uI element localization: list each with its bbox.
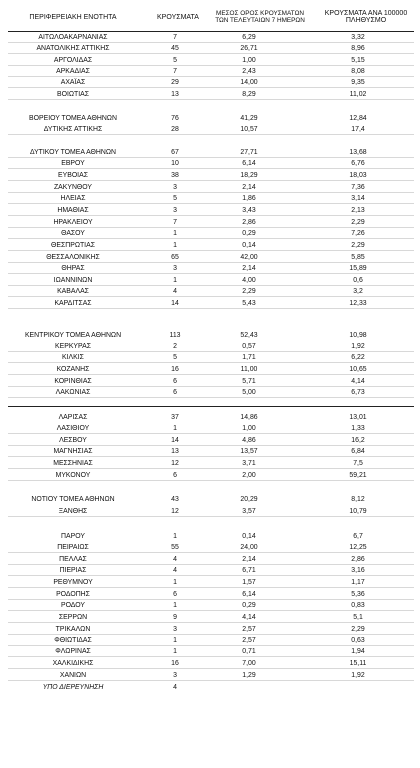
per-100k-cell: 3,14	[351, 195, 365, 202]
cases-cell: 7	[173, 68, 177, 75]
row-underline	[8, 622, 414, 623]
average-cell: 27,71	[240, 149, 258, 156]
per-100k-cell: 10,65	[349, 366, 367, 373]
cases-cell: 4	[173, 567, 177, 574]
cases-cell: 3	[173, 207, 177, 214]
cases-cell: 5	[173, 354, 177, 361]
average-cell: 8,29	[242, 91, 256, 98]
cases-cell: 1	[173, 602, 177, 609]
average-cell: 0,29	[242, 230, 256, 237]
region-name-cell: ΘΑΣΟΥ	[61, 230, 85, 237]
region-name-cell: ΑΝΑΤΟΛΙΚΗΣ ΑΤΤΙΚΗΣ	[36, 45, 110, 52]
per-100k-cell: 6,22	[351, 354, 365, 361]
region-name-cell: ΡΕΘΥΜΝΟΥ	[53, 579, 93, 586]
row-underline	[8, 516, 414, 517]
average-cell: 2,14	[242, 184, 256, 191]
row-underline	[8, 397, 414, 398]
region-name-cell: ΕΥΒΟΙΑΣ	[58, 172, 88, 179]
row-underline	[8, 668, 414, 669]
row-underline	[8, 308, 414, 309]
cases-cell: 16	[171, 660, 179, 667]
cases-cell: 5	[173, 57, 177, 64]
region-name-cell: ΑΙΤΩΛΟΑΚΑΡΝΑΝΙΑΣ	[38, 34, 108, 41]
average-cell: 6,71	[242, 567, 256, 574]
average-cell: 1,00	[242, 57, 256, 64]
cases-cell: 2	[173, 343, 177, 350]
row-underline	[8, 168, 414, 169]
cases-cell: 3	[173, 265, 177, 272]
cases-cell: 65	[171, 254, 179, 261]
per-100k-cell: 13,68	[349, 149, 367, 156]
region-name-cell: ΚΙΛΚΙΣ	[62, 354, 84, 361]
average-cell: 14,86	[240, 414, 258, 421]
average-cell: 18,29	[240, 172, 258, 179]
per-100k-cell: 5,36	[351, 591, 365, 598]
average-cell: 0,14	[242, 242, 256, 249]
average-cell: 2,57	[242, 637, 256, 644]
cases-cell: 9	[173, 614, 177, 621]
per-100k-cell: 10,79	[349, 508, 367, 515]
per-100k-cell: 3,16	[351, 567, 365, 574]
table-row	[0, 682, 420, 693]
average-cell: 4,14	[242, 614, 256, 621]
region-name-cell: ΗΡΑΚΛΕΙΟΥ	[53, 219, 93, 226]
per-100k-cell: 1,92	[351, 672, 365, 679]
region-name-cell: ΖΑΚΥΝΘΟΥ	[53, 184, 93, 191]
region-name-cell: ΤΡΙΚΑΛΩΝ	[55, 626, 91, 633]
region-name-cell: ΡΟΔΟΠΗΣ	[56, 591, 90, 598]
cases-cell: 1	[173, 648, 177, 655]
per-100k-cell: 5,15	[351, 57, 365, 64]
row-underline	[8, 273, 414, 274]
average-cell: 41,29	[240, 115, 258, 122]
table-row	[0, 412, 420, 423]
average-cell: 5,43	[242, 300, 256, 307]
per-100k-cell: 7,36	[351, 184, 365, 191]
average-cell: 6,14	[242, 591, 256, 598]
header-per-100k-line2: ΠΛΗΘΥΣΜΟ	[345, 17, 387, 25]
per-100k-cell: 3,2	[353, 288, 363, 295]
average-cell: 2,43	[242, 68, 256, 75]
average-cell: 26,71	[240, 45, 258, 52]
cases-cell: 12	[171, 460, 179, 467]
cases-cell: 7	[173, 34, 177, 41]
average-cell: 20,29	[240, 496, 258, 503]
average-cell: 5,71	[242, 378, 256, 385]
per-100k-cell: 6,7	[353, 533, 363, 540]
cases-cell: 4	[173, 684, 177, 691]
average-cell: 1,71	[242, 354, 256, 361]
average-cell: 11,00	[240, 366, 258, 373]
region-name-cell: ΑΧΑΪΑΣ	[60, 79, 86, 86]
cases-cell: 10	[171, 160, 179, 167]
table-row	[0, 113, 420, 124]
cases-cell: 43	[171, 496, 179, 503]
per-100k-cell: 2,13	[351, 207, 365, 214]
per-100k-cell: 12,84	[349, 115, 367, 122]
row-underline	[8, 587, 414, 588]
region-name-cell: ΙΩΑΝΝΙΝΩΝ	[53, 277, 93, 284]
region-name-cell: ΚΕΝΤΡΙΚΟΥ ΤΟΜΕΑ ΑΘΗΝΩΝ	[24, 332, 122, 339]
per-100k-cell: 5,1	[353, 614, 363, 621]
per-100k-cell: 11,02	[349, 91, 367, 98]
per-100k-cell: 59,21	[349, 472, 367, 479]
region-name-cell: ΚΑΡΔΙΤΣΑΣ	[54, 300, 92, 307]
region-name-cell: ΒΟΙΩΤΙΑΣ	[56, 91, 89, 98]
per-100k-cell: 6,84	[351, 448, 365, 455]
cases-cell: 1	[173, 277, 177, 284]
average-cell: 2,86	[242, 219, 256, 226]
section-rule	[8, 406, 414, 407]
row-underline	[8, 215, 414, 216]
row-underline	[8, 480, 414, 481]
cases-cell: 113	[169, 332, 181, 339]
per-100k-cell: 4,14	[351, 378, 365, 385]
region-name-cell: ΠΑΡΟΥ	[61, 533, 85, 540]
average-cell: 3,43	[242, 207, 256, 214]
per-100k-cell: 5,85	[351, 254, 365, 261]
per-100k-cell: 2,29	[351, 242, 365, 249]
average-cell: 0,71	[242, 648, 256, 655]
row-underline	[8, 238, 414, 239]
row-underline	[8, 134, 414, 135]
cases-cell: 6	[173, 378, 177, 385]
row-underline	[8, 433, 414, 434]
region-name-cell: ΧΑΝΙΩΝ	[59, 672, 87, 679]
average-cell: 4,86	[242, 437, 256, 444]
average-cell: 52,43	[240, 332, 258, 339]
region-name-cell: ΗΜΑΘΙΑΣ	[57, 207, 89, 214]
average-cell: 6,29	[242, 34, 256, 41]
cases-cell: 13	[171, 91, 179, 98]
region-name-cell: ΧΑΛΚΙΔΙΚΗΣ	[52, 660, 94, 667]
average-cell: 6,14	[242, 160, 256, 167]
average-cell: 5,00	[242, 389, 256, 396]
average-cell: 1,57	[242, 579, 256, 586]
average-cell: 2,00	[242, 472, 256, 479]
region-name-cell: ΠΕΙΡΑΙΩΣ	[57, 544, 89, 551]
row-underline	[8, 610, 414, 611]
per-100k-cell: 2,29	[351, 219, 365, 226]
per-100k-cell: 2,86	[351, 556, 365, 563]
per-100k-cell: 8,12	[351, 496, 365, 503]
per-100k-cell: 0,6	[353, 277, 363, 284]
cases-cell: 1	[173, 230, 177, 237]
cases-cell: 3	[173, 184, 177, 191]
cases-cell: 37	[171, 414, 179, 421]
region-name-cell: ΔΥΤΙΚΗΣ ΑΤΤΙΚΗΣ	[43, 126, 103, 133]
average-cell: 42,00	[240, 254, 258, 261]
per-100k-cell: 15,89	[349, 265, 367, 272]
row-underline	[8, 180, 414, 181]
region-name-cell: ΚΑΒΑΛΑΣ	[57, 288, 89, 295]
region-name-cell: ΑΡΚΑΔΙΑΣ	[56, 68, 90, 75]
average-cell: 0,29	[242, 602, 256, 609]
average-cell: 0,14	[242, 533, 256, 540]
cases-cell: 16	[171, 366, 179, 373]
row-underline	[8, 552, 414, 553]
header-average-7-days	[210, 10, 310, 24]
per-100k-cell: 10,98	[349, 332, 367, 339]
row-underline	[8, 250, 414, 251]
cases-cell: 5	[173, 195, 177, 202]
header-average-line1: ΜΕΣΟΣ ΟΡΟΣ ΚΡΟΥΣΜΑΤΩΝ	[216, 10, 304, 17]
cases-cell: 14	[171, 437, 179, 444]
per-100k-cell: 0,83	[351, 602, 365, 609]
cases-cell: 38	[171, 172, 179, 179]
cases-cell: 55	[171, 544, 179, 551]
cases-cell: 1	[173, 579, 177, 586]
average-cell: 24,00	[240, 544, 258, 551]
per-100k-cell: 1,92	[351, 343, 365, 350]
per-100k-cell: 12,25	[349, 544, 367, 551]
row-underline	[8, 374, 414, 375]
average-cell: 0,57	[242, 343, 256, 350]
cases-cell: 14	[171, 300, 179, 307]
cases-cell: 3	[173, 672, 177, 679]
region-name-cell: ΠΙΕΡΙΑΣ	[59, 567, 87, 574]
per-100k-cell: 7,26	[351, 230, 365, 237]
average-cell: 7,00	[242, 660, 256, 667]
row-underline	[8, 99, 414, 100]
region-name-cell: ΥΠΟ ΔΙΕΡΕΥΝΗΣΗ	[42, 684, 104, 691]
row-underline	[8, 468, 414, 469]
row-underline	[8, 296, 414, 297]
table-row	[0, 494, 420, 505]
per-100k-cell: 6,73	[351, 389, 365, 396]
region-name-cell: ΡΟΔΟΥ	[60, 602, 85, 609]
cases-cell: 1	[173, 242, 177, 249]
per-100k-cell: 6,76	[351, 160, 365, 167]
average-cell: 4,00	[242, 277, 256, 284]
region-name-cell: ΛΑΣΙΘΙΟΥ	[56, 425, 90, 432]
row-underline	[8, 362, 414, 363]
header-per-100k-line1: ΚΡΟΥΣΜΑΤΑ ΑΝΑ 100000	[324, 10, 408, 17]
cases-cell: 7	[173, 219, 177, 226]
header-region: ΠΕΡΙΦΕΡΕΙΑΚΗ ΕΝΟΤΗΤΑ	[29, 14, 117, 21]
cases-cell: 28	[171, 126, 179, 133]
table-row	[0, 330, 420, 341]
cases-cell: 45	[171, 45, 179, 52]
region-name-cell: ΗΛΕΙΑΣ	[60, 195, 86, 202]
cases-cell: 1	[173, 425, 177, 432]
row-underline	[8, 456, 414, 457]
cases-cell: 76	[171, 115, 179, 122]
row-underline	[8, 53, 414, 54]
region-name-cell: ΑΡΓΟΛΙΔΑΣ	[53, 57, 93, 64]
region-name-cell: ΛΑΡΙΣΑΣ	[58, 414, 88, 421]
average-cell: 2,14	[242, 265, 256, 272]
cases-cell: 29	[171, 79, 179, 86]
average-cell: 3,71	[242, 460, 256, 467]
region-name-cell: ΣΕΡΡΩΝ	[58, 614, 88, 621]
region-name-cell: ΕΒΡΟΥ	[61, 160, 85, 167]
per-100k-cell: 7,5	[353, 460, 363, 467]
region-name-cell: ΚΟΡΙΝΘΙΑΣ	[54, 378, 92, 385]
average-cell: 2,14	[242, 556, 256, 563]
header-average-line2: ΤΩΝ ΤΕΛΕΥΤΑΙΩΝ 7 ΗΜΕΡΩΝ	[215, 17, 305, 25]
per-100k-cell: 8,08	[351, 68, 365, 75]
average-cell: 2,29	[242, 288, 256, 295]
region-name-cell: ΚΕΡΚΥΡΑΣ	[55, 343, 91, 350]
per-100k-cell: 3,32	[351, 34, 365, 41]
average-cell: 14,00	[240, 79, 258, 86]
row-underline	[8, 680, 414, 681]
per-100k-cell: 1,17	[351, 579, 365, 586]
per-100k-cell: 2,29	[351, 626, 365, 633]
cases-cell: 1	[173, 533, 177, 540]
region-name-cell: ΚΟΖΑΝΗΣ	[56, 366, 90, 373]
region-name-cell: ΛΕΣΒΟΥ	[59, 437, 87, 444]
cases-cell: 4	[173, 556, 177, 563]
region-name-cell: ΞΑΝΘΗΣ	[58, 508, 88, 515]
region-name-cell: ΜΥΚΟΝΟΥ	[55, 472, 91, 479]
region-name-cell: ΘΕΣΠΡΩΤΙΑΣ	[51, 242, 95, 249]
row-underline	[8, 203, 414, 204]
cases-cell: 67	[171, 149, 179, 156]
region-name-cell: ΠΕΛΛΑΣ	[59, 556, 87, 563]
cases-cell: 12	[171, 508, 179, 515]
header-cases: ΚΡΟΥΣΜΑΤΑ	[157, 14, 199, 21]
per-100k-cell: 15,11	[349, 660, 367, 667]
row-underline	[8, 575, 414, 576]
per-100k-cell: 0,63	[351, 637, 365, 644]
average-cell: 1,86	[242, 195, 256, 202]
region-name-cell: ΜΑΓΝΗΣΙΑΣ	[53, 448, 93, 455]
average-cell: 1,29	[242, 672, 256, 679]
region-name-cell: ΘΗΡΑΣ	[61, 265, 85, 272]
average-cell: 10,57	[240, 126, 258, 133]
per-100k-cell: 8,96	[351, 45, 365, 52]
cases-cell: 13	[171, 448, 179, 455]
region-name-cell: ΔΥΤΙΚΟΥ ΤΟΜΕΑ ΑΘΗΝΩΝ	[29, 149, 116, 156]
header-per-100k	[318, 10, 414, 24]
cases-cell: 6	[173, 389, 177, 396]
region-name-cell: ΜΕΣΣΗΝΙΑΣ	[53, 460, 93, 467]
region-name-cell: ΦΘΙΩΤΙΔΑΣ	[54, 637, 92, 644]
per-100k-cell: 16,2	[351, 437, 365, 444]
row-underline	[8, 656, 414, 657]
cases-cell: 3	[173, 626, 177, 633]
cases-cell: 4	[173, 288, 177, 295]
cases-cell: 6	[173, 591, 177, 598]
average-cell: 3,57	[242, 508, 256, 515]
average-cell: 1,00	[242, 425, 256, 432]
per-100k-cell: 1,94	[351, 648, 365, 655]
row-underline	[8, 87, 414, 88]
average-cell: 13,57	[240, 448, 258, 455]
region-name-cell: ΝΟΤΙΟΥ ΤΟΜΕΑ ΑΘΗΝΩΝ	[31, 496, 115, 503]
region-name-cell: ΘΕΣΣΑΛΟΝΙΚΗΣ	[46, 254, 100, 261]
per-100k-cell: 12,33	[349, 300, 367, 307]
region-name-cell: ΒΟΡΕΙΟΥ ΤΟΜΕΑ ΑΘΗΝΩΝ	[29, 115, 117, 122]
per-100k-cell: 17,4	[351, 126, 365, 133]
region-name-cell: ΦΛΩΡΙΝΑΣ	[55, 648, 91, 655]
cases-cell: 1	[173, 637, 177, 644]
per-100k-cell: 18,03	[349, 172, 367, 179]
per-100k-cell: 9,35	[351, 79, 365, 86]
table-row	[0, 531, 420, 542]
cases-cell: 6	[173, 472, 177, 479]
region-name-cell: ΛΑΚΩΝΙΑΣ	[55, 389, 91, 396]
per-100k-cell: 1,33	[351, 425, 365, 432]
average-cell: 2,57	[242, 626, 256, 633]
per-100k-cell: 13,01	[349, 414, 367, 421]
